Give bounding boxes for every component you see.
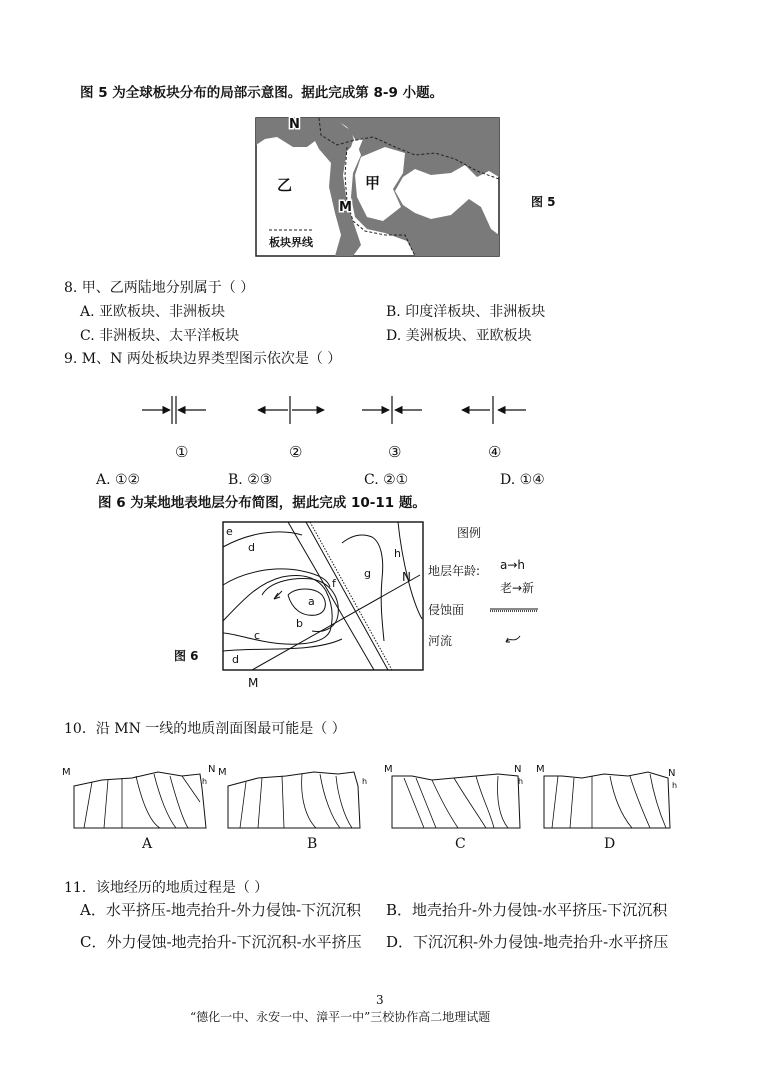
boundary-diagram-2 [258,396,324,424]
fig6-layer-d-bottom: d [232,653,239,666]
svg-text:h: h [518,777,524,786]
fig6-legend-erosion: 侵蚀面 [428,603,465,617]
q9-option-b[interactable]: B. ②③ [228,472,273,488]
boundary-diagram-4 [462,396,526,424]
section-c [384,764,523,828]
q8-option-c[interactable]: C. 非洲板块、太平洋板块 [80,328,240,344]
fig5-caption: 图 5 [531,195,556,209]
fig5-label-n: N [289,117,300,132]
svg-text:M: M [536,764,545,775]
svg-text:M: M [218,767,227,778]
q11-option-d[interactable]: D．下沉沉积-外力侵蚀-地壳抬升-水平挤压 [386,933,669,951]
q9-option-c[interactable]: C. ②① [364,472,409,488]
fig5-label-jia: 甲 [365,174,381,192]
footer-school: “德化一中、永安一中、漳平一中”三校协作高二地理试题 [190,1010,491,1024]
fig6-layer-e: e [226,525,233,538]
fig5-label-m: M [339,200,352,215]
svg-text:N: N [208,764,216,775]
fig6-legend-age: 地层年龄: [428,564,481,578]
q10-option-b[interactable]: B [307,836,318,852]
fig6-legend-river: 河流 [428,634,453,648]
fig6-intro: 图 6 为某地地表地层分布简图，据此完成 10-11 题。 [98,495,426,511]
fig6-legend-age-seq: a→h [500,558,526,572]
svg-text:h: h [202,777,208,786]
q11-stem: 11．该地经历的地质过程是（ ） [64,880,269,896]
svg-text:h: h [362,777,368,786]
q10-cross-sections [62,762,692,854]
fig6-layer-b: b [296,617,303,630]
fig6-map [222,521,424,691]
erosion-surface-symbol [490,607,540,613]
q9-option-a[interactable]: A. ①② [96,472,141,488]
q10-stem: 10．沿 MN 一线的地质剖面图最可能是（ ） [64,721,346,737]
svg-text:h: h [672,781,678,790]
fig5-map [255,117,500,257]
river-symbol [504,632,524,646]
fig6-legend-age-order: 老→新 [500,581,535,595]
fig6-label-m: M [248,676,259,690]
page-number: 3 [376,993,384,1007]
fig6-layer-a: a [308,595,315,608]
q10-option-c[interactable]: C [455,836,466,852]
fig5-intro: 图 5 为全球板块分布的局部示意图。据此完成第 8-9 小题。 [80,85,444,101]
svg-text:N: N [514,764,522,775]
svg-text:N: N [668,768,676,779]
q9-stem: 9. M、N 两处板块边界类型图示依次是（ ） [64,351,342,367]
fig6-caption: 图 6 [174,649,199,663]
fig5-label-yi: 乙 [277,176,293,194]
q9-boundary-diagrams [130,390,550,430]
fig6-layer-f: f [332,577,336,590]
fig6-layer-d-top: d [248,541,255,554]
section-d [536,764,677,828]
fig6-layer-c: c [254,629,261,642]
fig6-legend-title: 图例 [457,526,482,540]
q9-num-2: ② [289,443,303,461]
q10-option-d[interactable]: D [604,836,616,852]
q9-num-1: ① [175,443,189,461]
fig5-legend: 板块界线 [269,236,313,249]
q11-option-a[interactable]: A．水平挤压-地壳抬升-外力侵蚀-下沉沉积 [80,901,362,919]
q9-num-3: ③ [388,443,402,461]
svg-text:M: M [62,767,71,778]
fig6-label-n: N [402,570,411,584]
q8-option-a[interactable]: A. 亚欧板块、非洲板块 [80,304,226,320]
fig6-layer-g: g [364,567,371,580]
q9-num-4: ④ [488,443,502,461]
section-a [62,764,215,828]
q8-option-b[interactable]: B. 印度洋板块、非洲板块 [386,304,546,320]
q10-option-a[interactable]: A [142,836,153,852]
boundary-diagram-3 [362,396,422,424]
section-b [218,767,367,828]
boundary-diagram-1 [142,396,206,424]
q8-stem: 8. 甲、乙两陆地分别属于（ ） [64,280,255,296]
q11-option-c[interactable]: C．外力侵蚀-地壳抬升-下沉沉积-水平挤压 [80,933,362,951]
fig6-layer-h: h [394,547,401,560]
q8-option-d[interactable]: D. 美洲板块、亚欧板块 [386,328,532,344]
q11-option-b[interactable]: B．地壳抬升-外力侵蚀-水平挤压-下沉沉积 [386,901,668,919]
q9-option-d[interactable]: D. ①④ [500,472,545,488]
svg-text:M: M [384,764,393,775]
